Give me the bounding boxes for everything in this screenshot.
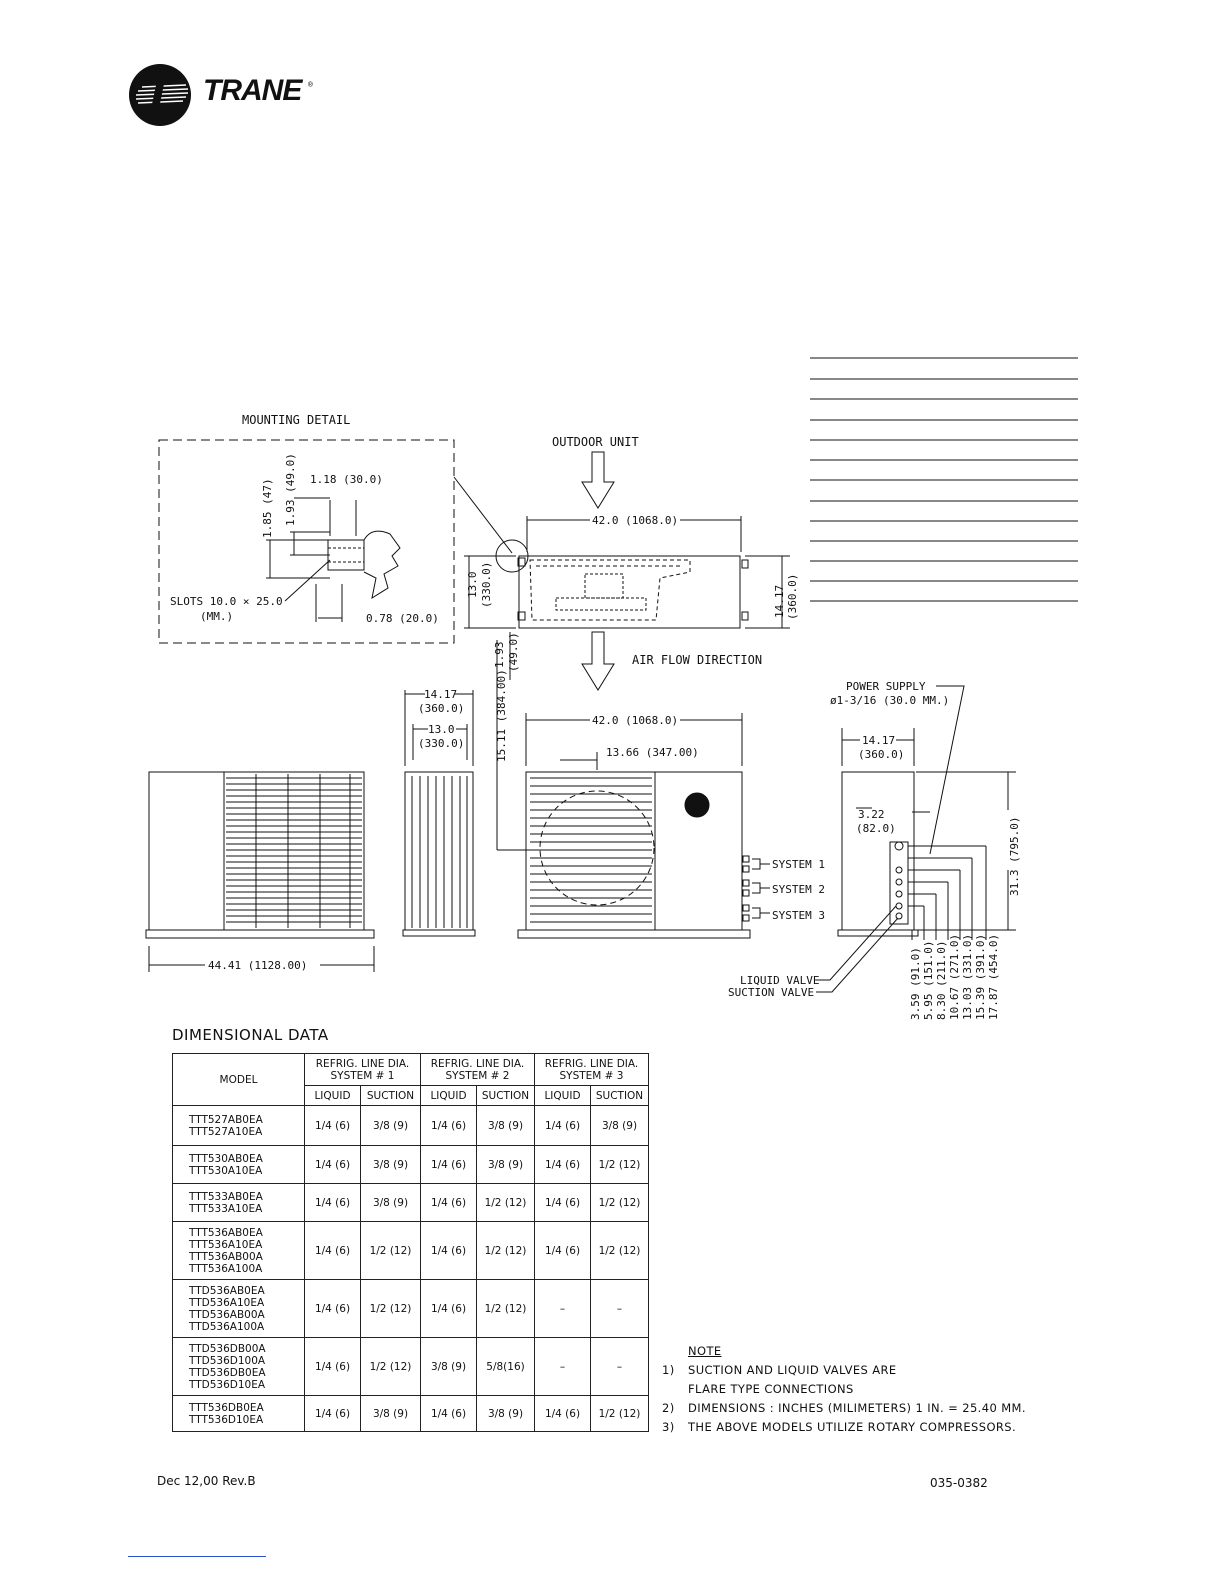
sub-header: LIQUID (535, 1086, 591, 1106)
table-row: TTT530AB0EA TTT530A10EA 1/4 (6) 3/8 (9) 1/4 (6) 3/8 (9) 1/4 (6) 1/2 (12) (173, 1146, 649, 1184)
table-row: TTT536AB0EA TTT536A10EA TTT536AB00A TTT536A100A 1/4 (6) 1/2 (12) 1/4 (6) 1/2 (12) 1/4 (6) 1/2 (12) (173, 1222, 649, 1280)
dim-42-0-top: 42.0 (1068.0) (592, 514, 679, 527)
vert-dim-5: 13.03 (331.0) (961, 933, 974, 1020)
brand-name: TRANE (203, 74, 302, 107)
mounting-detail-label: MOUNTING DETAIL (242, 413, 351, 427)
note-item: 2) DIMENSIONS : INCHES (MILIMETERS) 1 IN. = 25.40 MM. (662, 1401, 1026, 1415)
vert-dim-2: 5.95 (151.0) (922, 940, 935, 1020)
group-header-2: REFRIG. LINE DIA. SYSTEM # 2 (421, 1054, 535, 1086)
dim-42-0-front: 42.0 (1068.0) (592, 714, 679, 727)
footer-link-underline (128, 1556, 266, 1557)
vert-dim-4: 10.67 (271.0) (948, 933, 961, 1020)
dim-13-0-b: 13.0 (428, 723, 455, 736)
note-item: 3) THE ABOVE MODELS UTILIZE ROTARY COMPRESSORS. (662, 1420, 1017, 1434)
registered-mark: ® (308, 80, 313, 89)
sub-header: LIQUID (305, 1086, 361, 1106)
group-header-3: REFRIG. LINE DIA. SYSTEM # 3 (535, 1054, 649, 1086)
dim-330-top: (330.0) (480, 561, 493, 608)
sub-header: SUCTION (591, 1086, 649, 1106)
system-1-label: SYSTEM 1 (772, 858, 825, 871)
suction-valve-label: SUCTION VALVE (728, 986, 815, 999)
air-flow-label: AIR FLOW DIRECTION (632, 653, 763, 667)
dim-0-78: 0.78 (20.0) (366, 612, 439, 625)
blank-rule-lines (810, 358, 1078, 601)
coil-fins-left (226, 774, 362, 928)
dim-330-b: (330.0) (418, 737, 465, 750)
notes-block (662, 1342, 1026, 1437)
dim-13-66: 13.66 (347.00) (606, 746, 699, 759)
dim-1-18: 1.18 (30.0) (310, 473, 383, 486)
dim-49-b: (49.0) (507, 632, 520, 672)
dim-31-3: 31.3 (795.0) (1008, 816, 1021, 896)
outdoor-unit-label: OUTDOOR UNIT (552, 435, 639, 449)
group-header-1: REFRIG. LINE DIA. SYSTEM # 1 (305, 1054, 421, 1086)
dim-15-11: 15.11 (384.00) (495, 669, 508, 762)
vert-dim-7: 17.87 (454.0) (987, 933, 1000, 1020)
model-header: MODEL (173, 1054, 305, 1106)
dim-1-85: 1.85 (47) (261, 478, 274, 538)
dim-360-c: (360.0) (858, 748, 905, 761)
dim-14-17-right: 14.17 (773, 584, 786, 618)
slots-unit-label: (MM.) (200, 610, 234, 623)
dim-44-41: 44.41 (1128.00) (208, 959, 308, 972)
dim-360: (360.0) (418, 702, 465, 715)
dim-360-right: (360.0) (786, 573, 799, 620)
dim-13-0-top: 13.0 (466, 571, 479, 598)
sub-header: SUCTION (477, 1086, 535, 1106)
system-3-label: SYSTEM 3 (772, 909, 825, 922)
dim-1-93-b: 1.93 (493, 641, 506, 668)
table-row: TTT536DB0EA TTT536D10EA 1/4 (6) 3/8 (9) 1/4 (6) 3/8 (9) 1/4 (6) 1/2 (12) (173, 1396, 649, 1432)
document-number: 035-0382 (930, 1476, 988, 1490)
revision-date: Dec 12,00 Rev.B (157, 1474, 256, 1488)
notes-heading: NOTE (688, 1344, 722, 1358)
system-2-label: SYSTEM 2 (772, 883, 825, 896)
table-row: TTD536AB0EA TTD536A10EA TTD536AB00A TTD536A100A 1/4 (6) 1/2 (12) 1/4 (6) 1/2 (12) – – (173, 1280, 649, 1338)
power-supply-label: POWER SUPPLY (846, 680, 926, 693)
power-supply-dia: ø1-3/16 (30.0 MM.) (830, 694, 950, 707)
slots-label: SLOTS 10.0 × 25.0 (170, 595, 283, 608)
table-row: TTT533AB0EA TTT533A10EA 1/4 (6) 3/8 (9) 1/4 (6) 1/2 (12) 1/4 (6) 1/2 (12) (173, 1184, 649, 1222)
dim-82: (82.0) (856, 822, 896, 835)
vert-dim-6: 15.39 (391.0) (974, 933, 987, 1020)
sub-header: LIQUID (421, 1086, 477, 1106)
dimensional-data-table (172, 1053, 649, 1432)
dim-14-17-c: 14.17 (862, 734, 896, 747)
dim-1-93: 1.93 (49.0) (284, 453, 297, 526)
sub-header: SUCTION (361, 1086, 421, 1106)
dimensional-data-title: DIMENSIONAL DATA (172, 1026, 329, 1044)
vert-dim-3: 8.30 (211.0) (935, 940, 948, 1020)
liquid-valve-label: LIQUID VALVE (740, 974, 820, 987)
dim-3-22: 3.22 (858, 808, 885, 821)
note-item: 1) SUCTION AND LIQUID VALVES ARE FLARE TYPE CONNECTIONS (662, 1363, 897, 1396)
coil-fins-side (412, 776, 467, 928)
table-row: TTD536DB00A TTD536D100A TTD536DB0EA TTD536D10EA 1/4 (6) 1/2 (12) 3/8 (9) 5/8(16) – – (173, 1338, 649, 1396)
vert-dim-1: 3.59 (91.0) (909, 947, 922, 1020)
dim-14-17: 14.17 (424, 688, 458, 701)
table-row: TTT527AB0EA TTT527A10EA 1/4 (6) 3/8 (9) 1/4 (6) 3/8 (9) 1/4 (6) 3/8 (9) (173, 1106, 649, 1146)
